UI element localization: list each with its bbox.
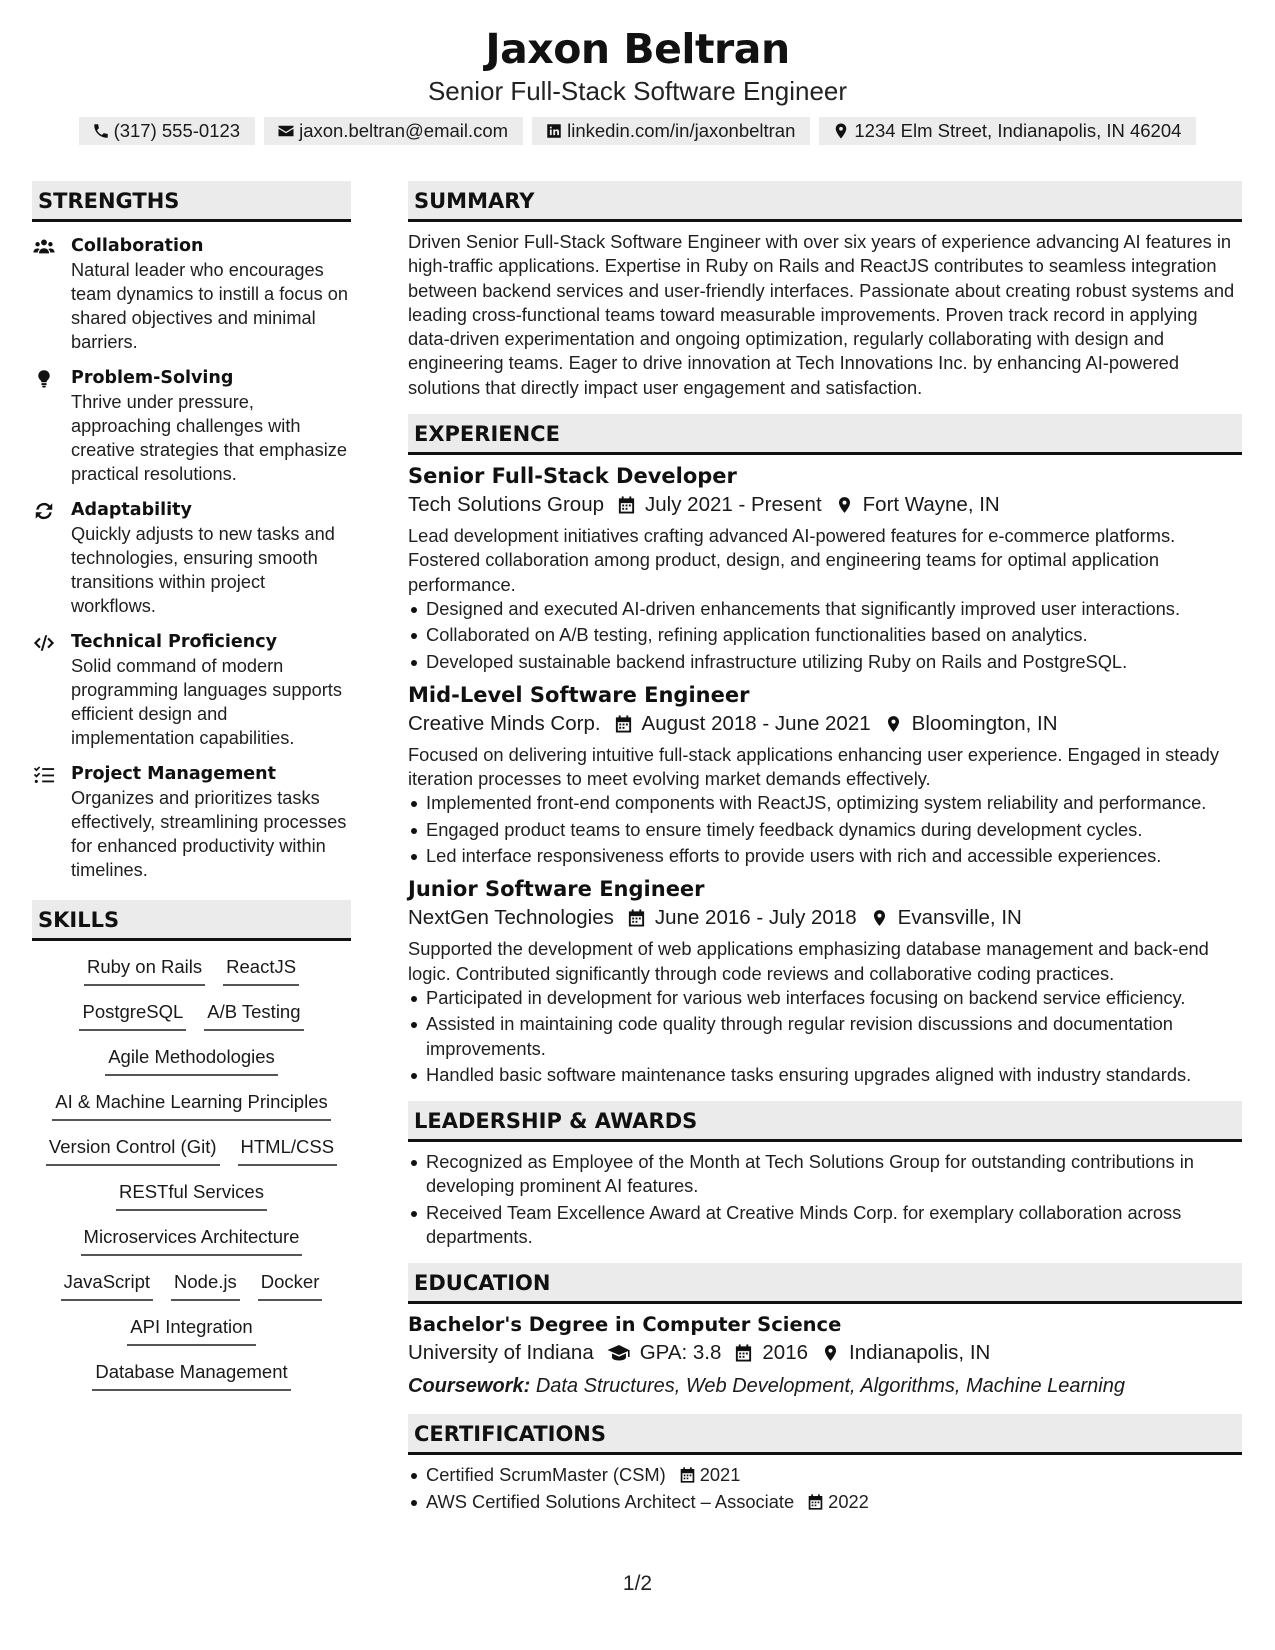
- education-heading: EDUCATION: [408, 1263, 1242, 1304]
- bullet-item: Received Team Excellence Award at Creative Minds Corp. for exemplary collaboration across departments.: [426, 1201, 1242, 1250]
- candidate-title: Senior Full-Stack Software Engineer: [427, 76, 848, 106]
- bullet-item: Implemented front-end components with ReactJS, optimizing system reliability and performance.: [426, 791, 1242, 815]
- certification-year: 2022: [828, 1490, 869, 1512]
- calendar-icon: [679, 1466, 696, 1484]
- leadership-section: [408, 1101, 1242, 1249]
- contact-phone-text: (317) 555-0123: [113, 120, 241, 141]
- strength-item: [32, 630, 351, 750]
- summary-heading: SUMMARY: [408, 181, 1242, 222]
- education-section: [408, 1263, 1242, 1400]
- strength-name: Project Management: [71, 764, 276, 784]
- strength-name: Collaboration: [71, 236, 204, 256]
- skill-tag: HTML/CSS: [238, 1133, 338, 1166]
- job-title: Junior Software Engineer: [408, 877, 705, 902]
- contact-email-text: jaxon.beltran@email.com: [299, 120, 509, 141]
- skill-tag: RESTful Services: [116, 1178, 267, 1211]
- skill-tag: Agile Methodologies: [105, 1043, 278, 1076]
- coursework: [408, 1372, 1242, 1400]
- page-number: 1/2: [622, 1572, 653, 1595]
- job-title: Senior Full-Stack Developer: [408, 464, 737, 489]
- certification-item: [426, 1463, 1242, 1487]
- contact-address: [819, 117, 1196, 145]
- job-dates: July 2021 - Present: [645, 493, 822, 517]
- bullet-item: Recognized as Employee of the Month at Tech Solutions Group for outstanding contributions in developing prominent AI features.: [426, 1150, 1242, 1199]
- skill-tag: Version Control (Git): [46, 1133, 220, 1166]
- map-pin-icon: [835, 495, 854, 515]
- job-dates: August 2018 - June 2021: [641, 711, 871, 735]
- job-meta: [408, 903, 1242, 933]
- skill-tag: Microservices Architecture: [81, 1223, 303, 1256]
- skill-row: [32, 1313, 351, 1358]
- map-pin-icon: [884, 714, 903, 734]
- bullet-item: Assisted in maintaining code quality through regular revision discussions and documentation improvements.: [426, 1012, 1242, 1061]
- job-dates: June 2016 - July 2018: [654, 906, 857, 930]
- map-pin-icon: [870, 908, 889, 928]
- skill-row: [32, 1133, 351, 1178]
- bullet-item: Developed sustainable backend infrastructure utilizing Ruby on Rails and PostgreSQL.: [426, 650, 1242, 674]
- skill-row: [32, 1268, 351, 1313]
- strength-name: Problem-Solving: [71, 368, 234, 388]
- strength-item: [32, 234, 351, 354]
- education-meta: [408, 1338, 1242, 1368]
- linkedin-icon: [545, 122, 563, 140]
- strength-item: [32, 762, 351, 882]
- phone-icon: [92, 122, 110, 140]
- job-description: Supported the development of web applications emphasizing database management and back-end logic. Contributed significantly through code reviews and collaborative coding practices.: [408, 938, 1209, 984]
- strength-name: Adaptability: [71, 500, 192, 520]
- job-entry: [408, 681, 1242, 868]
- right-column: [408, 181, 1242, 1516]
- skill-tag: AI & Machine Learning Principles: [52, 1088, 331, 1121]
- users-icon: [33, 237, 55, 257]
- list-check-icon: [33, 765, 55, 785]
- skills-list: [32, 953, 351, 1403]
- gpa: GPA: 3.8: [639, 1341, 722, 1365]
- bullet-item: Handled basic software maintenance tasks ensuring upgrades aligned with industry standards.: [426, 1063, 1242, 1087]
- certification-list: [408, 1463, 1242, 1514]
- skill-tag: Docker: [258, 1268, 323, 1301]
- strengths-heading: STRENGTHS: [32, 181, 351, 222]
- lightbulb-icon: [33, 369, 55, 389]
- job-company: Creative Minds Corp.: [408, 711, 601, 735]
- job-meta: [408, 490, 1242, 520]
- map-pin-icon: [832, 122, 850, 140]
- skill-row: [32, 953, 351, 998]
- job-description: Focused on delivering intuitive full-stack applications enhancing user experience. Engaged in steady iteration processes to meet evolving market demands effectively.: [408, 743, 1219, 790]
- job-company: NextGen Technologies: [408, 906, 614, 930]
- contact-email[interactable]: [264, 117, 523, 145]
- certification-item: [426, 1490, 1242, 1514]
- job-location: Fort Wayne, IN: [862, 493, 1000, 517]
- contact-address-text: 1234 Elm Street, Indianapolis, IN 46204: [854, 120, 1182, 141]
- contact-linkedin-text: linkedin.com/in/jaxonbeltran: [567, 120, 796, 141]
- bullet-item: Engaged product teams to ensure timely feedback dynamics during development cycles.: [426, 818, 1242, 842]
- bullet-item: Collaborated on A/B testing, refining application functionalities based on analytics.: [426, 623, 1242, 647]
- skill-tag: PostgreSQL: [79, 998, 186, 1031]
- skill-row: [32, 1223, 351, 1268]
- skill-tag: JavaScript: [61, 1268, 153, 1301]
- bullet-item: Participated in development for various web interfaces focusing on backend service efficiency.: [426, 986, 1242, 1010]
- strength-item: [32, 498, 351, 618]
- contact-linkedin[interactable]: [532, 117, 810, 145]
- job-meta: [408, 709, 1242, 739]
- map-pin-icon: [821, 1343, 840, 1363]
- skill-tag: API Integration: [127, 1313, 255, 1346]
- strengths-list: [32, 234, 351, 882]
- calendar-icon: [734, 1343, 753, 1363]
- job-location: Bloomington, IN: [911, 711, 1058, 735]
- job-bullets: [408, 597, 1242, 674]
- leadership-bullets: [408, 1150, 1242, 1249]
- code-icon: [33, 633, 55, 653]
- experience-heading: EXPERIENCE: [408, 414, 1242, 455]
- calendar-icon: [617, 495, 636, 515]
- strength-desc: Quickly adjusts to new tasks and technologies, ensuring smooth transitions within project workflows.: [71, 524, 335, 616]
- left-column: [32, 181, 351, 1403]
- contact-phone[interactable]: [79, 117, 256, 145]
- calendar-icon: [807, 1493, 824, 1511]
- strength-name: Technical Proficiency: [71, 632, 277, 652]
- school-location: Indianapolis, IN: [849, 1341, 991, 1365]
- job-description: Lead development initiatives crafting advanced AI-powered features for e-commerce platforms. Fostered collaboration among product, design, and engineering teams for optimal application performance.: [408, 525, 1176, 595]
- leadership-heading: LEADERSHIP & AWARDS: [408, 1101, 1242, 1142]
- refresh-icon: [33, 501, 55, 521]
- certification-name: AWS Certified Solutions Architect – Associate: [426, 1490, 795, 1512]
- coursework-label: Coursework:: [408, 1375, 531, 1398]
- certifications-heading: CERTIFICATIONS: [408, 1414, 1242, 1455]
- certification-year: 2021: [699, 1464, 741, 1486]
- calendar-icon: [614, 714, 633, 734]
- experience-section: [408, 414, 1242, 1087]
- calendar-icon: [627, 908, 646, 928]
- skill-row: [32, 998, 351, 1043]
- job-bullets: [408, 791, 1242, 868]
- skill-tag: ReactJS: [223, 953, 299, 986]
- strength-desc: Natural leader who encourages team dynamics to instill a focus on shared objectives and minimal barriers.: [71, 260, 348, 352]
- skill-row: [32, 1178, 351, 1223]
- graduation-year: 2016: [762, 1341, 809, 1365]
- job-bullets: [408, 986, 1242, 1087]
- envelope-icon: [277, 122, 295, 140]
- certifications-section: [408, 1414, 1242, 1514]
- strength-item: [32, 366, 351, 486]
- candidate-name: Jaxon Beltran: [485, 25, 790, 73]
- resume-header: [0, 18, 1275, 145]
- skills-heading: SKILLS: [32, 900, 351, 941]
- skill-row: [32, 1043, 351, 1088]
- job-entry: [408, 875, 1242, 1087]
- degree-title: Bachelor's Degree in Computer Science: [408, 1313, 842, 1337]
- certification-name: Certified ScrumMaster (CSM): [426, 1464, 666, 1486]
- job-entry: [408, 462, 1242, 674]
- coursework-list: Data Structures, Web Development, Algorithms, Machine Learning: [535, 1375, 1125, 1398]
- skill-row: [32, 1358, 351, 1403]
- skill-tag: Node.js: [171, 1268, 240, 1301]
- job-location: Evansville, IN: [897, 906, 1022, 930]
- school-name: University of Indiana: [408, 1341, 594, 1365]
- bullet-item: Designed and executed AI-driven enhancements that significantly improved user interactions.: [426, 597, 1242, 621]
- contact-bar: [0, 117, 1275, 145]
- summary-text: Driven Senior Full-Stack Software Engineer with over six years of experience advancing AI features in high-traffic applications. Expertise in Ruby on Rails and ReactJS contributes to seamless integration between backend services and user-friendly interfaces. Passionate about creating robust systems and leading cross-functional teams toward measurable improvements. Proven track record in applying data-driven experimentation and ongoing optimization, regularly collaborating with design and engineering teams. Eager to drive innovation at Tech Innovations Inc. by enhancing AI-powered solutions that directly impact user engagement and satisfaction.: [408, 231, 1235, 398]
- graduation-cap-icon: [607, 1343, 631, 1363]
- skill-tag: A/B Testing: [204, 998, 303, 1031]
- strength-desc: Organizes and prioritizes tasks effectively, streamlining processes for enhanced productivity within timelines.: [71, 788, 347, 880]
- strength-desc: Thrive under pressure, approaching challenges with creative strategies that emphasize practical resolutions.: [71, 392, 347, 484]
- job-company: Tech Solutions Group: [408, 493, 605, 517]
- job-title: Mid-Level Software Engineer: [408, 682, 750, 707]
- skill-tag: Database Management: [92, 1358, 290, 1391]
- strength-desc: Solid command of modern programming languages supports efficient design and implementation capabilities.: [71, 656, 342, 748]
- skill-row: [32, 1088, 351, 1133]
- skill-tag: Ruby on Rails: [84, 953, 205, 986]
- bullet-item: Led interface responsiveness efforts to provide users with rich and accessible experiences.: [426, 844, 1242, 868]
